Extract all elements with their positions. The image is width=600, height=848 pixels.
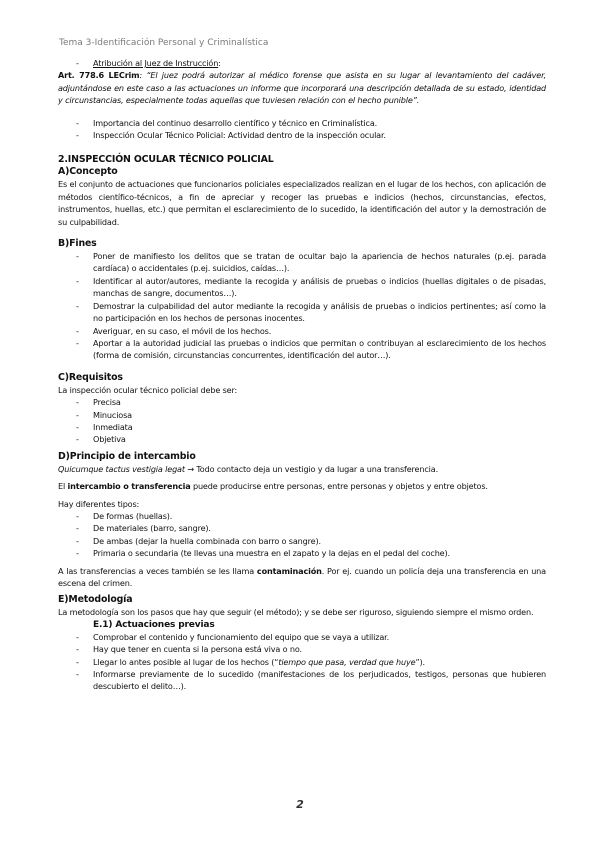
list-item: - Primaria o secundaria (te llevas una muestra en el zapato y la dejas en el pedal del coche).: [58, 547, 546, 559]
subsection-title-metodologia: E)Metodología: [58, 594, 133, 606]
article-reference: Art. 778.6 LECrim: [58, 70, 140, 81]
list-item: - Averiguar, en su caso, el móvil de los hechos.: [58, 325, 546, 337]
subsection-title-requisitos: C)Requisitos: [58, 371, 123, 383]
article-quote: Art. 778.6 LECrim: “El juez podrá autorizar al médico forense que asista en su lugar al levantamiento del cadáver, adjuntándose en este caso a las actuaciones un informe que incorporará una descripción detallada de su estado, identidad y circunstancias, especialmente todas aquellas que tuviesen relación con el hecho punible”.: [58, 70, 546, 106]
list-item: - Hay que tener en cuenta si la persona está viva o no.: [58, 643, 546, 655]
list-item: - De materiales (barro, sangre).: [58, 522, 546, 534]
list-item: - Demostrar la culpabilidad del autor mediante la recogida y análisis de pruebas o indicios pertinentes; así como la no participación en los hechos de personas inocentes.: [58, 300, 546, 325]
subsection-title-intercambio: D)Principio de intercambio: [58, 450, 196, 462]
attribution-label: Atribución al Juez de Instrucción: [93, 58, 219, 68]
list-item: - Inmediata: [58, 421, 546, 433]
list-item: - Identificar al autor/autores, mediante la recogida y análisis de pruebas o indicios (huellas digitales o de pisadas, manchas de sangre, documentos…).: [58, 275, 546, 300]
list-item: - Informarse previamente de lo sucedido (manifestaciones de los perjudicados, testigos, personas que hubieren descubierto el delito…).: [58, 668, 546, 693]
list-item: - Poner de manifiesto los delitos que se tratan de ocultar bajo la apariencia de hechos naturales (p.ej. parada cardíaca) o accidentales (p.ej. suicidios, caídas…).: [58, 250, 546, 275]
list-item: - Objetiva: [58, 433, 546, 445]
sub-subsection-title: E.1) Actuaciones previas: [93, 619, 215, 630]
latin-principle: Quicumque tactus vestigia legat → Todo contacto deja un vestigio y da lugar a una transferencia.: [58, 463, 438, 474]
page-number: 2: [296, 798, 304, 811]
subsection-title-concepto: A)Concepto: [58, 166, 118, 178]
list-item: - Inspección Ocular Técnico Policial: Actividad dentro de la inspección ocular.: [58, 129, 546, 141]
list-item: - Atribución al Juez de Instrucción:: [58, 57, 546, 69]
page-content: [58, 57, 546, 693]
list-item: - De formas (huellas).: [58, 510, 546, 522]
concepto-paragraph: Es el conjunto de actuaciones que funcionarios policiales especializados realizan en el lugar de los hechos, con aplicación de métodos científico-técnicos, a fin de apreciar y recoger las pruebas e indicios (hechos, circunstancias, efectos, instrumentos, huellas, etc.) que permitan el esclarecimiento de lo sucedido, la identificación del autor y la demostración de su culpabilidad.: [58, 179, 546, 227]
list-item: - Aportar a la autoridad judicial las pruebas o indicios que permitan o contribuyan al esclarecimiento de los hechos (forma de comisión, circunstancias concurrentes, identificación del autor…).: [58, 337, 546, 362]
list-item: - Precisa: [58, 396, 546, 408]
list-item: - De ambas (dejar la huella combinada con barro o sangre).: [58, 535, 546, 547]
intercambio-paragraph: El intercambio o transferencia puede producirse entre personas, entre personas y objetos y entre objetos.: [58, 481, 488, 492]
list-item: - Minuciosa: [58, 409, 546, 421]
section-title: 2.INSPECCIÓN OCULAR TÉCNICO POLICIAL: [58, 154, 274, 166]
list-item: - Comprobar el contenido y funcionamiento del equipo que se vaya a utilizar.: [58, 631, 546, 643]
tipos-intro: Hay diferentes tipos:: [58, 498, 140, 509]
contaminacion-paragraph: A las transferencias a veces también se les llama contaminación. Por ej. cuando un policía deja una transferencia en una escena del crimen.: [58, 565, 546, 588]
requisitos-intro: La inspección ocular técnico policial debe ser:: [58, 384, 238, 395]
subsection-title-fines: B)Fines: [58, 238, 97, 250]
list-item: - Llegar lo antes posible al lugar de los hechos (“tiempo que pasa, verdad que huye”).: [58, 656, 546, 668]
list-item: - Importancia del continuo desarrollo científico y técnico en Criminalística.: [58, 117, 546, 129]
metodologia-paragraph: La metodología son los pasos que hay que seguir (el método); y se debe ser riguroso, siguiendo siempre el mismo orden.: [58, 607, 534, 618]
running-header: Tema 3-Identificación Personal y Criminalística: [59, 38, 269, 48]
